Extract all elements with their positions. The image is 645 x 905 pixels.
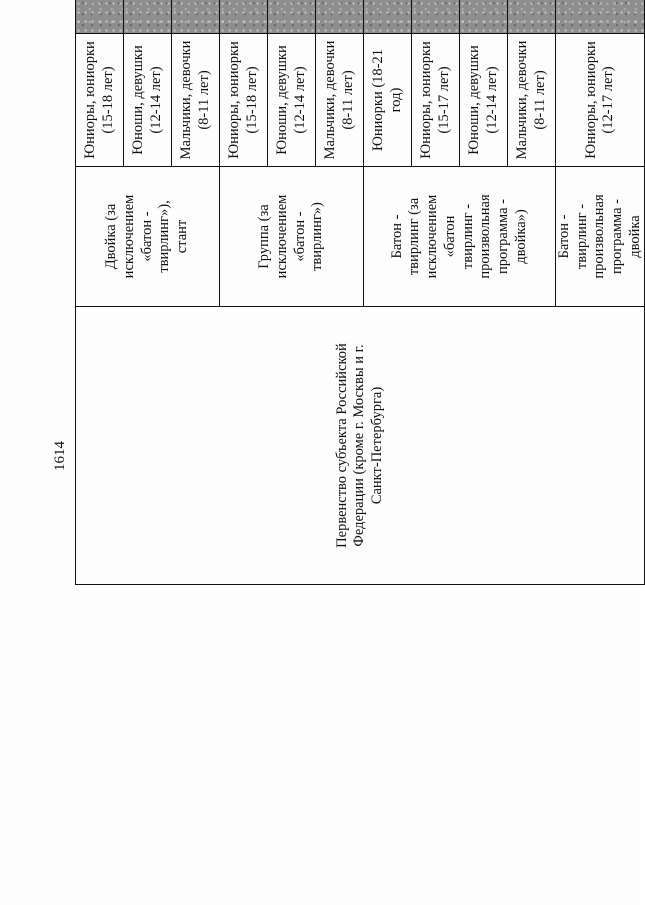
shaded-cell [316,0,364,34]
age-category-cell: Юниоры, юниорки (15-18 лет) [76,34,124,167]
shaded-cell [412,0,460,34]
age-category-cell: Юноши, девушки (12-14 лет) [460,34,508,167]
shaded-cell [364,0,412,34]
shaded-cell [556,0,645,34]
page-number: 1614 [52,441,68,471]
shaded-cell [76,0,124,34]
competition-event-cell: Первенство субъекта Российской Федерации (кроме г. Москвы и г. Санкт-Петербурга) [76,307,645,585]
discipline-cell: Группа (за исключением «батон - твирлинг») [220,167,364,307]
age-category-cell: Юниоры, юниорки (12-17 лет) [556,34,645,167]
age-category-cell: Мальчики, девочки (8-11 лет) [508,34,556,167]
shaded-cell [172,0,220,34]
age-category-cell: Юниоры, юниорки (15-18 лет) [220,34,268,167]
shaded-cell [124,0,172,34]
age-category-cell: Юноши, девушки (12-14 лет) [124,34,172,167]
shaded-cell [460,0,508,34]
discipline-cell: Двойка (за исключением «батон - твирлинг»), стант [76,167,220,307]
age-category-cell: Мальчики, девочки (8-11 лет) [172,34,220,167]
table-body [76,0,645,585]
discipline-cell: Батон - твирлинг - произвольная программа - двойка [556,167,645,307]
age-category-cell: Юниоры, юниорки (15-17 лет) [412,34,460,167]
ranking-table [75,0,645,585]
age-category-cell: Юноши, девушки (12-14 лет) [268,34,316,167]
age-category-cell: Юниорки (18-21 год) [364,34,412,167]
shaded-cell [508,0,556,34]
rotated-table-container [75,0,643,585]
shaded-cell [220,0,268,34]
age-category-cell: Мальчики, девочки (8-11 лет) [316,34,364,167]
table-row [76,0,124,585]
discipline-cell: Батон - твирлинг (за исключением «батон твирлинг - произвольная программа - двойка») [364,167,556,307]
table-viewport [75,38,643,866]
shaded-cell [268,0,316,34]
